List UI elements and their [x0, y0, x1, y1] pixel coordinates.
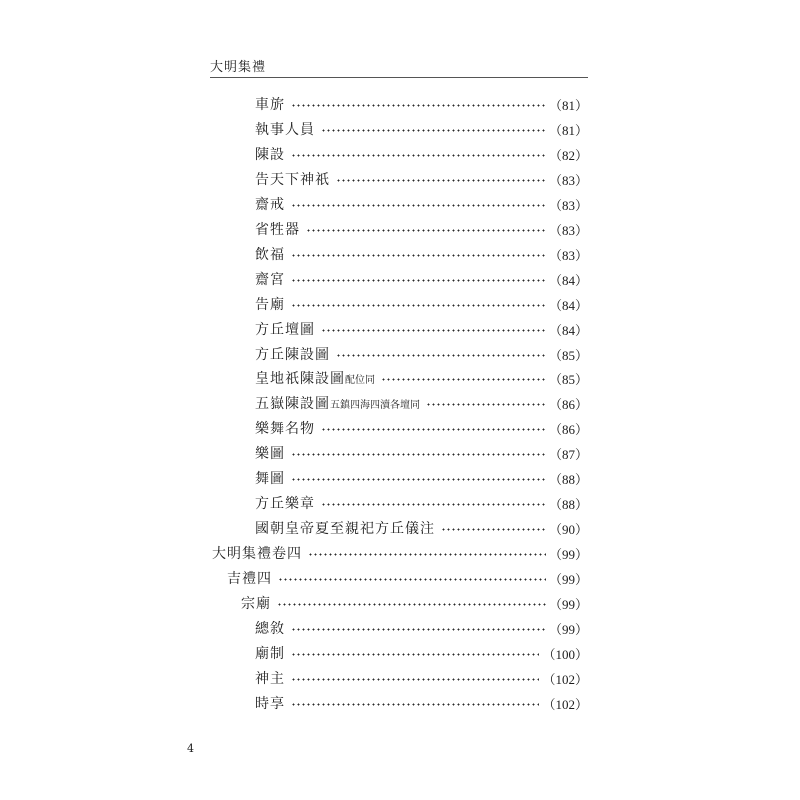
toc-entry-page: （83） — [548, 197, 588, 213]
toc-entry — [212, 541, 588, 565]
dot-leader — [291, 279, 546, 282]
toc-entry-title: 樂舞名物 — [255, 421, 315, 437]
toc-entry-title: 省牲器 — [255, 222, 300, 238]
toc-entry — [255, 616, 588, 640]
toc-entry-page: （85） — [548, 347, 588, 363]
toc-entry-title: 神主 — [255, 671, 285, 687]
toc-entry — [255, 516, 588, 540]
toc-entry-title: 總敘 — [255, 621, 285, 637]
toc-entry-title: 皇地祇陳設圖 — [255, 371, 345, 387]
toc-entry-page: （81） — [548, 97, 588, 113]
toc-entry-title: 大明集禮卷四 — [212, 546, 302, 562]
dot-leader — [308, 553, 546, 556]
toc-entry-title: 齋宮 — [255, 272, 285, 288]
dot-leader — [381, 378, 546, 381]
toc-entry-page: （90） — [548, 521, 588, 537]
toc-entry-page: （102） — [542, 671, 588, 687]
toc-entry — [255, 416, 588, 440]
toc-entry — [255, 691, 588, 715]
dot-leader — [278, 578, 546, 581]
dot-leader — [291, 104, 546, 107]
toc-entry-title: 方丘陳設圖 — [255, 347, 330, 363]
toc-entry-page: （85） — [548, 371, 588, 387]
toc-entry — [255, 292, 588, 316]
toc-entry-page: （83） — [548, 172, 588, 188]
toc-entry — [255, 267, 588, 291]
toc-entry-page: （88） — [548, 496, 588, 512]
toc-entry-page: （83） — [548, 247, 588, 263]
dot-leader — [291, 154, 546, 157]
toc-entry-title: 時享 — [255, 696, 285, 712]
toc-entry-title: 方丘樂章 — [255, 496, 315, 512]
toc-entry — [255, 641, 588, 665]
toc-entry — [255, 666, 588, 690]
toc-entry — [227, 566, 588, 590]
dot-leader — [277, 603, 546, 606]
toc-entry-note: 五鎮四海四瀆各壇同 — [330, 399, 420, 411]
toc-entry-title: 告天下神祇 — [255, 172, 330, 188]
toc-entry-title: 五嶽陳設圖 — [255, 396, 330, 412]
dot-leader — [291, 478, 546, 481]
toc-entry-page: （88） — [548, 471, 588, 487]
toc-entry-page: （99） — [548, 621, 588, 637]
dot-leader — [321, 428, 546, 431]
dot-leader — [306, 229, 546, 232]
dot-leader — [291, 628, 546, 631]
toc-entry-page: （84） — [548, 297, 588, 313]
toc-entry-note: 配位同 — [345, 374, 375, 386]
toc-entry-page: （86） — [548, 396, 588, 412]
toc-entry-page: （84） — [548, 272, 588, 288]
toc-entry-page: （100） — [542, 646, 588, 662]
toc-entry — [255, 167, 588, 191]
toc-entry-title: 舞圖 — [255, 471, 285, 487]
dot-leader — [291, 204, 546, 207]
dot-leader — [441, 528, 546, 531]
toc-entry — [255, 117, 588, 141]
toc-entry-title: 陳設 — [255, 147, 285, 163]
dot-leader — [336, 354, 546, 357]
toc-entry-page: （99） — [548, 571, 588, 587]
toc-entry — [255, 92, 588, 116]
toc-entry-title: 飲福 — [255, 247, 285, 263]
dot-leader — [336, 179, 546, 182]
toc-entry-page: （99） — [548, 546, 588, 562]
toc-entry-title: 告廟 — [255, 297, 285, 313]
toc-entry-page: （81） — [548, 122, 588, 138]
dot-leader — [426, 403, 546, 406]
toc-entry — [255, 242, 588, 266]
toc-entry-title: 宗廟 — [241, 596, 271, 612]
toc-entry-title: 車旂 — [255, 97, 285, 113]
toc-entry — [255, 441, 588, 465]
toc-entry — [255, 217, 588, 241]
dot-leader — [291, 453, 546, 456]
toc-entry — [255, 491, 588, 515]
toc-entry-page: （87） — [548, 446, 588, 462]
toc-entry — [255, 142, 588, 166]
toc-entry — [255, 317, 588, 341]
dot-leader — [291, 304, 546, 307]
toc-entry-page: （83） — [548, 222, 588, 238]
dot-leader — [321, 329, 546, 332]
toc-entry-title: 方丘壇圖 — [255, 322, 315, 338]
toc-entry — [255, 391, 588, 415]
dot-leader — [321, 503, 546, 506]
toc-entry-page: （99） — [548, 596, 588, 612]
toc-entry-title: 樂圖 — [255, 446, 285, 462]
toc-entry-title: 吉禮四 — [227, 571, 272, 587]
page-number: 4 — [187, 742, 194, 755]
toc-entry-page: （82） — [548, 147, 588, 163]
toc-entry-page: （102） — [542, 696, 588, 712]
dot-leader — [291, 653, 539, 656]
toc-entry — [255, 342, 588, 366]
dot-leader — [291, 678, 539, 681]
toc-entry — [255, 466, 588, 490]
dot-leader — [291, 254, 546, 257]
toc-entry-title: 執事人員 — [255, 122, 315, 138]
toc-entry-title: 國朝皇帝夏至親祀方丘儀注 — [255, 521, 435, 537]
dot-leader — [291, 703, 539, 706]
toc-entry — [255, 192, 588, 216]
running-head: 大明集禮 — [210, 60, 267, 75]
toc-entry — [255, 366, 588, 390]
dot-leader — [321, 129, 546, 132]
toc-entry — [241, 591, 588, 615]
toc-entry-title: 廟制 — [255, 646, 285, 662]
toc-entry-title: 齋戒 — [255, 197, 285, 213]
toc-entry-page: （84） — [548, 322, 588, 338]
toc-entry-page: （86） — [548, 421, 588, 437]
